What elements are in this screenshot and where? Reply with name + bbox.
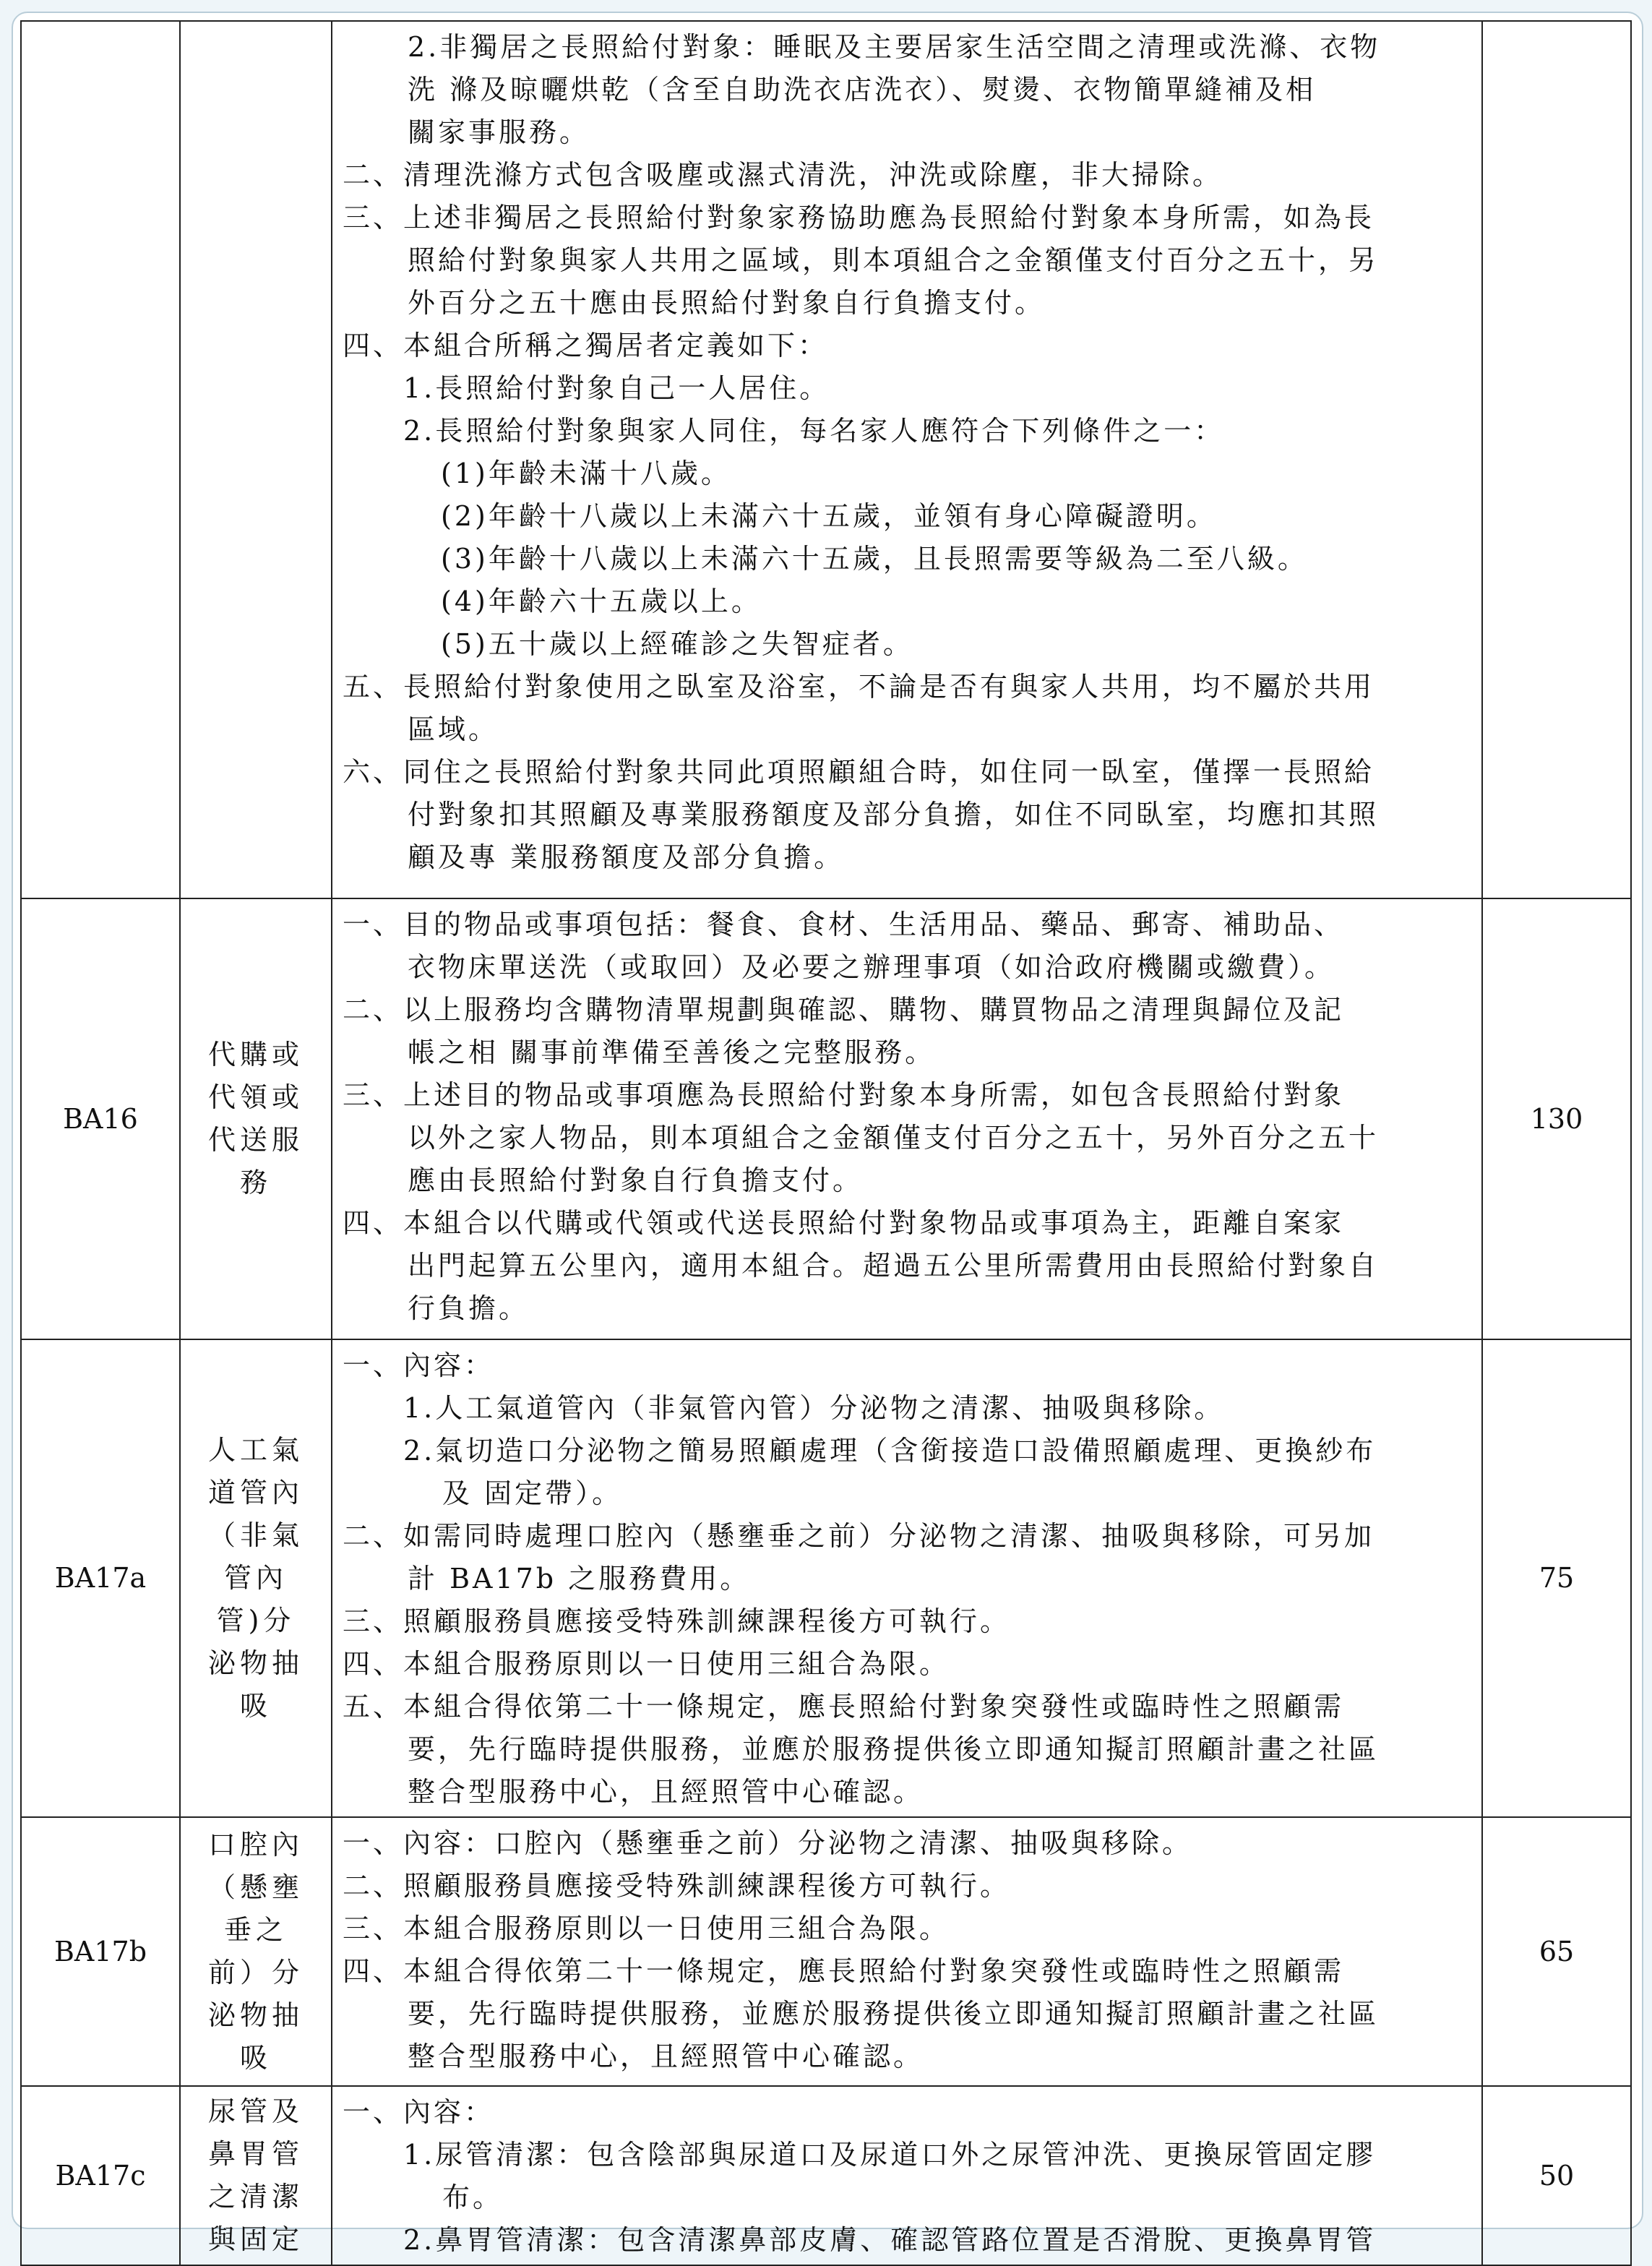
service-name-line: 道管內 xyxy=(207,1477,304,1508)
service-name-line: （非氣 xyxy=(207,1519,304,1551)
content-line: (4)年齡六十五歲以上。 xyxy=(441,585,762,617)
content-line: 四、本組合以代購或代領或代送長照給付對象物品或事項為主，距離自案家 xyxy=(343,1207,1345,1239)
content-line: 整合型服務中心，且經照管中心確認。 xyxy=(408,1776,924,1808)
content-line: 三、上述非獨居之長照給付對象家務協助應為長照給付對象本身所需，如為長 xyxy=(343,202,1375,233)
content-line: 四、本組合所稱之獨居者定義如下： xyxy=(343,330,829,361)
content-line: 三、上述目的物品或事項應為長照給付對象本身所需，如包含長照給付對象 xyxy=(343,1079,1345,1111)
service-name xyxy=(180,1339,332,1817)
service-price: 65 xyxy=(1482,1817,1631,2086)
service-name xyxy=(180,1817,332,2086)
service-name-line: 人工氣 xyxy=(207,1434,304,1466)
content-line: 2.非獨居之長照給付對象：睡眠及主要居家生活空間之清理或洗滌、衣物 xyxy=(408,31,1381,63)
content-line: 計 BA17b 之服務費用。 xyxy=(408,1563,751,1595)
service-name-line: 泌物抽 xyxy=(207,1999,304,2031)
content-line: (5)五十歲以上經確診之失智症者。 xyxy=(441,628,913,660)
service-table xyxy=(20,20,1632,2266)
content-line: 2.氣切造口分泌物之簡易照顧處理（含銜接造口設備照顧處理、更換紗布 xyxy=(403,1435,1377,1467)
content-line: 應由長照給付對象自行負擔支付。 xyxy=(408,1164,864,1196)
service-price: 50 xyxy=(1482,2086,1631,2265)
service-price xyxy=(1482,21,1631,898)
content-line: 行負擔。 xyxy=(408,1292,530,1324)
content-line: (2)年齡十八歲以上未滿六十五歲，並領有身心障礙證明。 xyxy=(441,500,1217,532)
content-line: 要，先行臨時提供服務，並應於服務提供後立即通知擬訂照顧計畫之社區 xyxy=(408,1733,1380,1765)
content-line: 顧及專 業服務額度及部分負擔。 xyxy=(408,841,845,873)
content-line: 2.長照給付對象與家人同住，每名家人應符合下列條件之一： xyxy=(403,415,1225,447)
service-name-line: 代購或 xyxy=(207,1039,304,1070)
service-name xyxy=(180,898,332,1339)
content-line: 區域。 xyxy=(408,713,499,745)
service-name-line: 管)分 xyxy=(216,1605,296,1636)
content-line: 洗 滌及晾曬烘乾（含至自助洗衣店洗衣）、熨燙、衣物簡單縫補及相 xyxy=(408,74,1317,106)
service-code xyxy=(21,21,180,898)
service-name-line: 之清潔 xyxy=(207,2181,304,2213)
content-line: 出門起算五公里內，適用本組合。超過五公里所需費用由長照給付對象自 xyxy=(408,1250,1380,1282)
table-row xyxy=(21,1817,1631,2086)
service-name-line: 代送服 xyxy=(207,1124,304,1156)
service-name-line: 務 xyxy=(239,1167,272,1198)
content-line: 照給付對象與家人共用之區域，則本項組合之金額僅支付百分之五十，另 xyxy=(408,244,1380,276)
service-price: 75 xyxy=(1482,1339,1631,1817)
table-row xyxy=(21,2086,1631,2265)
service-name-line: 管內 xyxy=(223,1562,288,1594)
service-name-line: 代領或 xyxy=(207,1081,304,1113)
service-name-line: （懸壅 xyxy=(207,1871,304,1903)
service-name-line: 泌物抽 xyxy=(207,1647,304,1679)
content-line: 四、本組合服務原則以一日使用三組合為限。 xyxy=(343,1648,950,1680)
service-name-line: 吸 xyxy=(239,2042,272,2074)
service-code: BA17b xyxy=(21,1817,180,2086)
content-line: 三、本組合服務原則以一日使用三組合為限。 xyxy=(343,1913,950,1944)
table-row xyxy=(21,898,1631,1339)
content-line: 1.長照給付對象自己一人居住。 xyxy=(403,372,830,404)
content-line: 五、長照給付對象使用之臥室及浴室，不論是否有與家人共用，均不屬於共用 xyxy=(343,671,1375,703)
service-content xyxy=(332,1817,1482,2086)
content-line: 二、清理洗滌方式包含吸塵或濕式清洗，沖洗或除塵，非大掃除。 xyxy=(343,159,1223,191)
content-line: 一、目的物品或事項包括：餐食、食材、生活用品、藥品、郵寄、補助品、 xyxy=(343,909,1345,940)
service-content xyxy=(332,2086,1482,2265)
content-line: 三、照顧服務員應接受特殊訓練課程後方可執行。 xyxy=(343,1605,1011,1637)
content-line: 外百分之五十應由長照給付對象自行負擔支付。 xyxy=(408,287,1046,319)
content-line: 付對象扣其照顧及專業服務額度及部分負擔，如住不同臥室，均應扣其照 xyxy=(408,799,1380,831)
content-line: 1.人工氣道管內（非氣管內管）分泌物之清潔、抽吸與移除。 xyxy=(403,1392,1225,1424)
content-line: 1.尿管清潔：包含陰部與尿道口及尿道口外之尿管沖洗、更換尿管固定膠 xyxy=(403,2139,1377,2171)
service-content xyxy=(332,21,1482,898)
service-name-line: 吸 xyxy=(239,1690,272,1722)
content-line: 及 固定帶）。 xyxy=(442,1477,623,1509)
table-row xyxy=(21,1339,1631,1817)
service-name xyxy=(180,2086,332,2265)
content-line: (1)年齡未滿十八歲。 xyxy=(441,458,731,489)
service-name-line: 垂之 xyxy=(223,1914,288,1946)
table-row xyxy=(21,21,1631,898)
content-line: 一、內容：口腔內（懸壅垂之前）分泌物之清潔、抽吸與移除。 xyxy=(343,1827,1193,1859)
content-line: 一、內容： xyxy=(343,2096,495,2128)
content-line: 2.鼻胃管清潔：包含清潔鼻部皮膚、確認管路位置是否滑脫、更換鼻胃管 xyxy=(403,2224,1377,2256)
service-name-line: 與固定 xyxy=(207,2223,304,2255)
service-content xyxy=(332,898,1482,1339)
content-line: 二、照顧服務員應接受特殊訓練課程後方可執行。 xyxy=(343,1870,1011,1902)
content-line: 以外之家人物品，則本項組合之金額僅支付百分之五十，另外百分之五十 xyxy=(408,1122,1380,1154)
content-line: 五、本組合得依第二十一條規定，應長照給付對象突發性或臨時性之照顧需 xyxy=(343,1691,1345,1722)
content-line: 一、內容： xyxy=(343,1349,495,1381)
service-name-line: 鼻胃管 xyxy=(207,2138,304,2170)
content-line: 帳之相 關事前準備至善後之完整服務。 xyxy=(408,1037,936,1068)
service-name-line: 尿管及 xyxy=(207,2095,304,2127)
content-line: 整合型服務中心，且經照管中心確認。 xyxy=(408,2040,924,2072)
content-line: 關家事服務。 xyxy=(408,116,590,148)
content-line: 四、本組合得依第二十一條規定，應長照給付對象突發性或臨時性之照顧需 xyxy=(343,1955,1345,1987)
service-name-line: 前）分 xyxy=(207,1957,304,1988)
service-name xyxy=(180,21,332,898)
content-line: (3)年齡十八歲以上未滿六十五歲，且長照需要等級為二至八級。 xyxy=(441,543,1308,575)
service-code: BA17c xyxy=(21,2086,180,2265)
service-code: BA17a xyxy=(21,1339,180,1817)
service-name-line: 口腔內 xyxy=(207,1829,304,1861)
content-line: 二、以上服務均含購物清單規劃與確認、購物、購買物品之清理與歸位及記 xyxy=(343,994,1345,1026)
document-page xyxy=(12,12,1643,2256)
content-line: 六、同住之長照給付對象共同此項照顧組合時，如住同一臥室，僅擇一長照給 xyxy=(343,756,1375,788)
service-code: BA16 xyxy=(21,898,180,1339)
content-line: 布。 xyxy=(442,2181,504,2213)
service-content xyxy=(332,1339,1482,1817)
content-line: 衣物床單送洗（或取回）及必要之辦理事項（如洽政府機關或繳費）。 xyxy=(408,951,1335,983)
content-line: 二、如需同時處理口腔內（懸壅垂之前）分泌物之清潔、抽吸與移除，可另加 xyxy=(343,1520,1375,1552)
service-price: 130 xyxy=(1482,898,1631,1339)
content-line: 要，先行臨時提供服務，並應於服務提供後立即通知擬訂照顧計畫之社區 xyxy=(408,1998,1380,2030)
